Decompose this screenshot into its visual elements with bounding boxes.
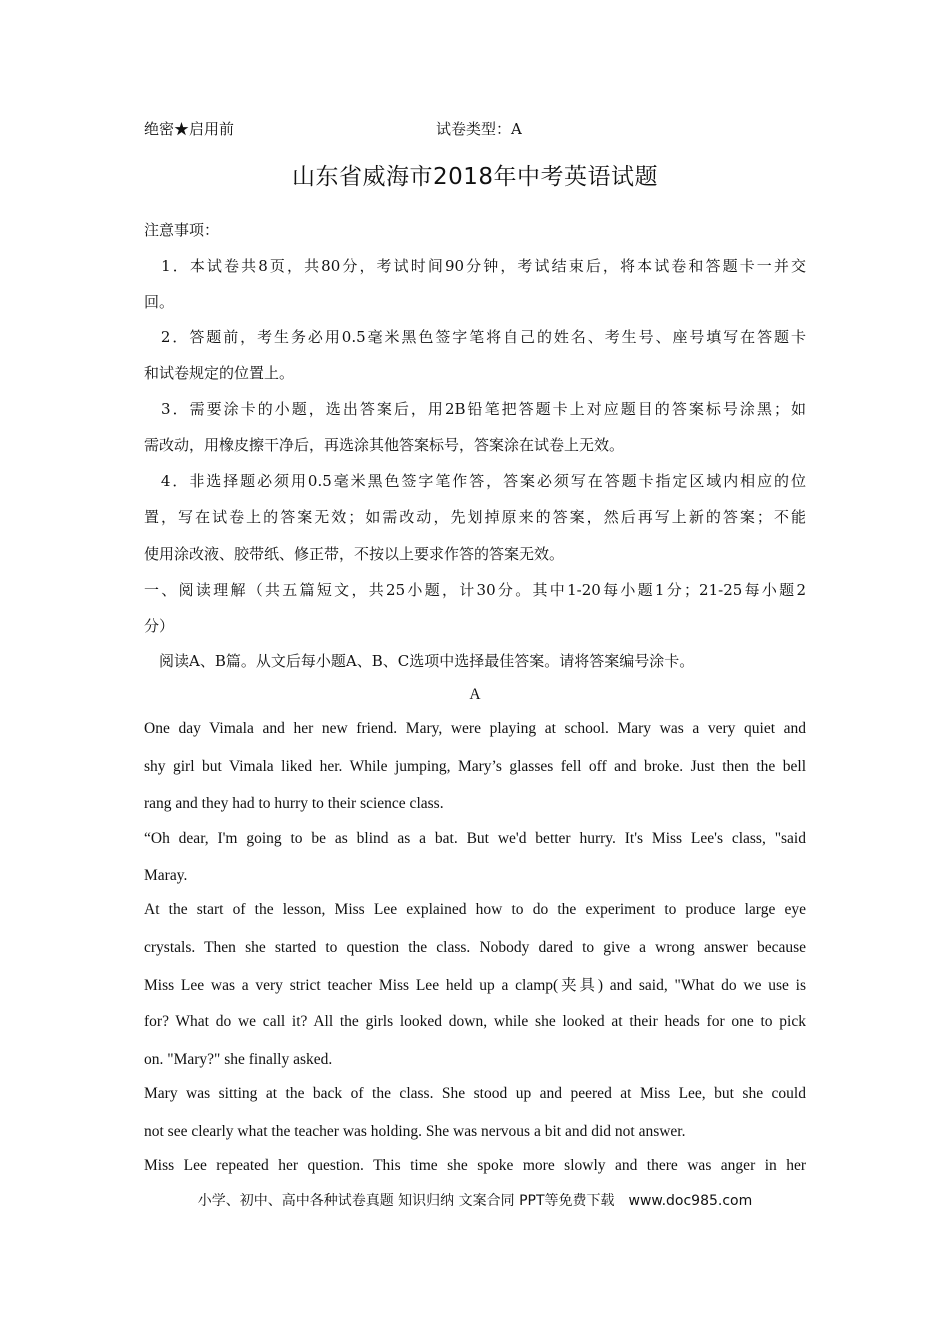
notice-line: 使用涂改液、胶带纸、修正带，不按以上要求作答的答案无效。 bbox=[144, 545, 565, 563]
passage-line: Mary was sitting at the back of the class. She stood up and peered at Miss Lee, but she could bbox=[144, 1085, 806, 1102]
passage-line: rang and they had to hurry to their science class. bbox=[144, 795, 444, 812]
notice-line: 4．非选择题必须用0.5毫米黑色签字笔作答，答案必须写在答题卡指定区域内相应的位 bbox=[144, 472, 806, 490]
notice-line: 2．答题前，考生务必用0.5毫米黑色签字笔将自己的姓名、考生号、座号填写在答题卡 bbox=[144, 328, 806, 346]
passage-line: “Oh dear, I'm going to be as blind as a bat. But we'd better hurry. It's Miss Lee's class, "said bbox=[144, 830, 806, 847]
notice-heading: 注意事项： bbox=[144, 221, 220, 239]
notice-line: 回。 bbox=[144, 293, 175, 311]
notice-line: 1．本试卷共8页，共80分，考试时间90分钟，考试结束后，将本试卷和答题卡一并交 bbox=[144, 257, 806, 275]
passage-line: shy girl but Vimala liked her. While jumping, Mary’s glasses fell off and broke. Just then the bell bbox=[144, 758, 806, 775]
section-heading: 分） bbox=[144, 617, 175, 635]
passage-line: for? What do we call it? All the girls looked down, while she looked at their heads for one to pick bbox=[144, 1013, 806, 1030]
notice-line: 置，写在试卷上的答案无效；如需改动，先划掉原来的答案，然后再写上新的答案；不能 bbox=[144, 508, 806, 526]
notice-line: 和试卷规定的位置上。 bbox=[144, 364, 295, 382]
passage-letter: A bbox=[469, 686, 481, 703]
page-title: 山东省威海市2018年中考英语试题 bbox=[291, 164, 659, 190]
passage-line: Maray. bbox=[144, 867, 188, 884]
footer-watermark-text: 小学、初中、高中各种试卷真题 知识归纳 文案合同 PPT等免费下载 www.doc985.com bbox=[197, 1193, 753, 1209]
passage-line: At the start of the lesson, Miss Lee explained how to do the experiment to produce large eye bbox=[144, 901, 806, 918]
passage-line: Miss Lee repeated her question. This time she spoke more slowly and there was anger in her bbox=[144, 1157, 806, 1174]
section-instruction: 阅读A、B篇。从文后每小题A、B、C选项中选择最佳答案。请将答案编号涂卡。 bbox=[144, 652, 695, 670]
notice-line: 3．需要涂卡的小题，选出答案后，用2B铅笔把答题卡上对应题目的答案标号涂黑；如 bbox=[144, 400, 806, 418]
passage-line: One day Vimala and her new friend. Mary, were playing at school. Mary was a very quiet and bbox=[144, 720, 806, 737]
passage-line: Miss Lee was a very strict teacher Miss Lee held up a clamp(夹具) and said, "What do we use is bbox=[144, 977, 806, 994]
notice-line: 需改动，用橡皮擦干净后，再选涂其他答案标号，答案涂在试卷上无效。 bbox=[144, 436, 625, 454]
section-heading: 一、阅读理解（共五篇短文，共25小题，计30分。其中1-20每小题1分；21-25每小题2 bbox=[144, 581, 806, 599]
passage-line: crystals. Then she started to question the class. Nobody dared to give a wrong answer because bbox=[144, 939, 806, 956]
paper-type: 试卷类型：A bbox=[436, 120, 522, 138]
passage-line: on. "Mary?" she finally asked. bbox=[144, 1051, 333, 1068]
confidential-mark: 绝密★启用前 bbox=[144, 120, 235, 138]
passage-line: not see clearly what the teacher was holding. She was nervous a bit and did not answer. bbox=[144, 1123, 686, 1140]
